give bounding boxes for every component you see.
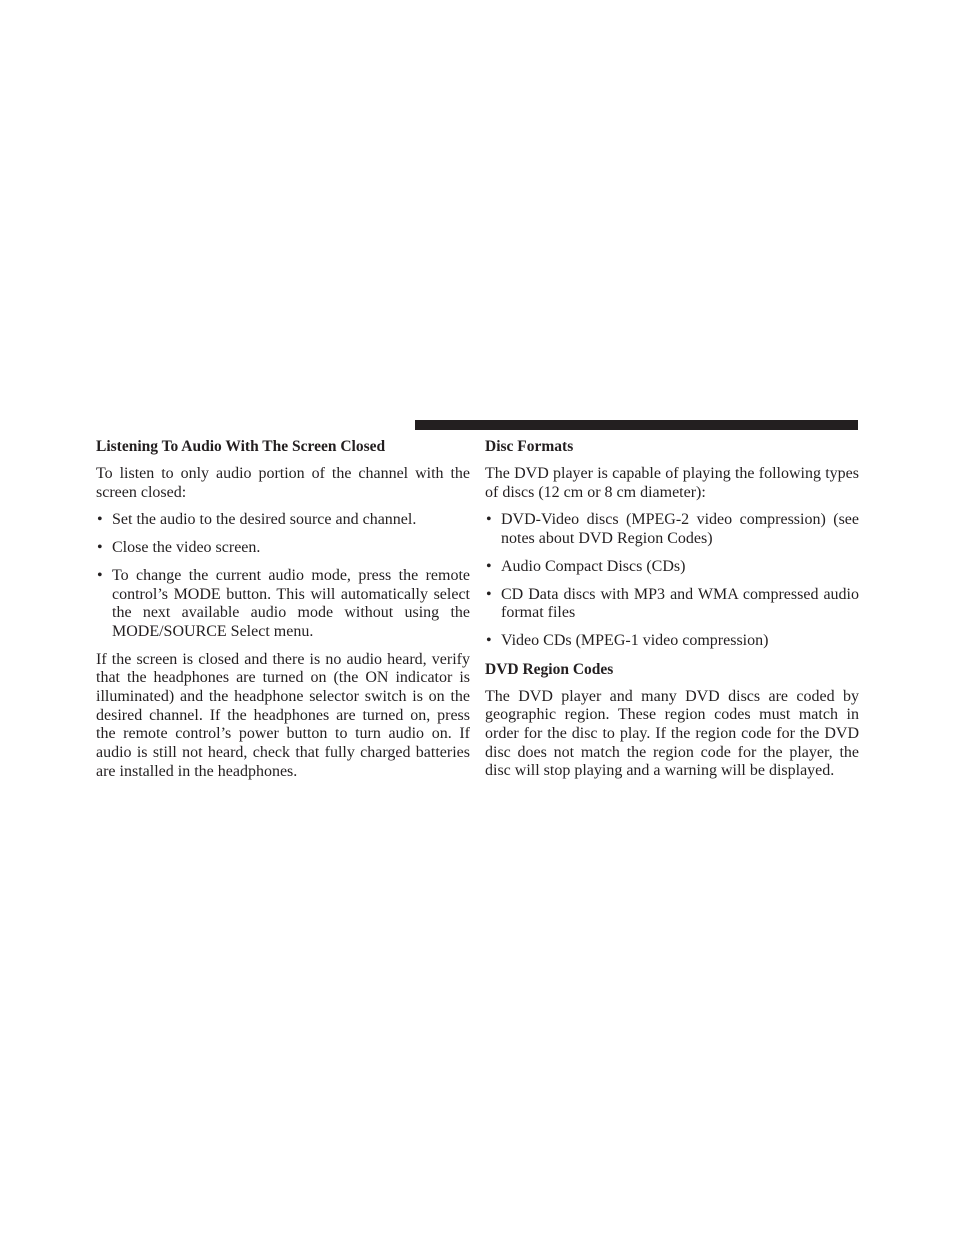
left-column <box>96 437 470 791</box>
region-codes-paragraph: The DVD player and many DVD discs are coded by geographic region. These region codes must match in order for the disc to play. If the region code for the DVD disc does not match the region code for the player, the disc will stop playing and a warning will be displayed. <box>485 687 859 780</box>
list-item: • DVD-Video discs (MPEG-2 video compression) (see notes about DVD Region Codes) <box>485 511 859 548</box>
section-header-bar <box>415 420 858 430</box>
intro-paragraph: To listen to only audio portion of the channel with the screen closed: <box>96 465 470 501</box>
heading-listening-audio-screen-closed: Listening To Audio With The Screen Closed <box>96 438 386 455</box>
heading-dvd-region-codes: DVD Region Codes <box>485 660 614 678</box>
list-item: • CD Data discs with MP3 and WMA compressed audio format files <box>485 586 859 623</box>
heading-disc-formats: Disc Formats <box>485 438 574 455</box>
list-item: • Video CDs (MPEG-1 video compression) <box>485 632 859 651</box>
list-item: • To change the current audio mode, press the remote control’s MODE button. This will automatically select the next available audio mode without using the MODE/SOURCE Select menu. <box>96 567 470 642</box>
disc-formats-list <box>485 511 859 650</box>
list-item: • Audio Compact Discs (CDs) <box>485 558 859 577</box>
right-column <box>485 437 859 790</box>
formats-intro-paragraph: The DVD player is capable of playing the following types of discs (12 cm or 8 cm diameter): <box>485 465 859 501</box>
audio-steps-list <box>96 511 470 641</box>
troubleshooting-paragraph: If the screen is closed and there is no audio heard, verify that the headphones are turned on (the ON indicator is illuminated) and the headphone selector switch is on the desired channel. If the headphones are turned on, press the remote control’s power button to turn audio on. If audio is still not heard, check that fully charged batteries are installed in the headphones. <box>96 650 470 780</box>
list-item: • Close the video screen. <box>96 539 470 558</box>
list-item: • Set the audio to the desired source and channel. <box>96 511 470 530</box>
